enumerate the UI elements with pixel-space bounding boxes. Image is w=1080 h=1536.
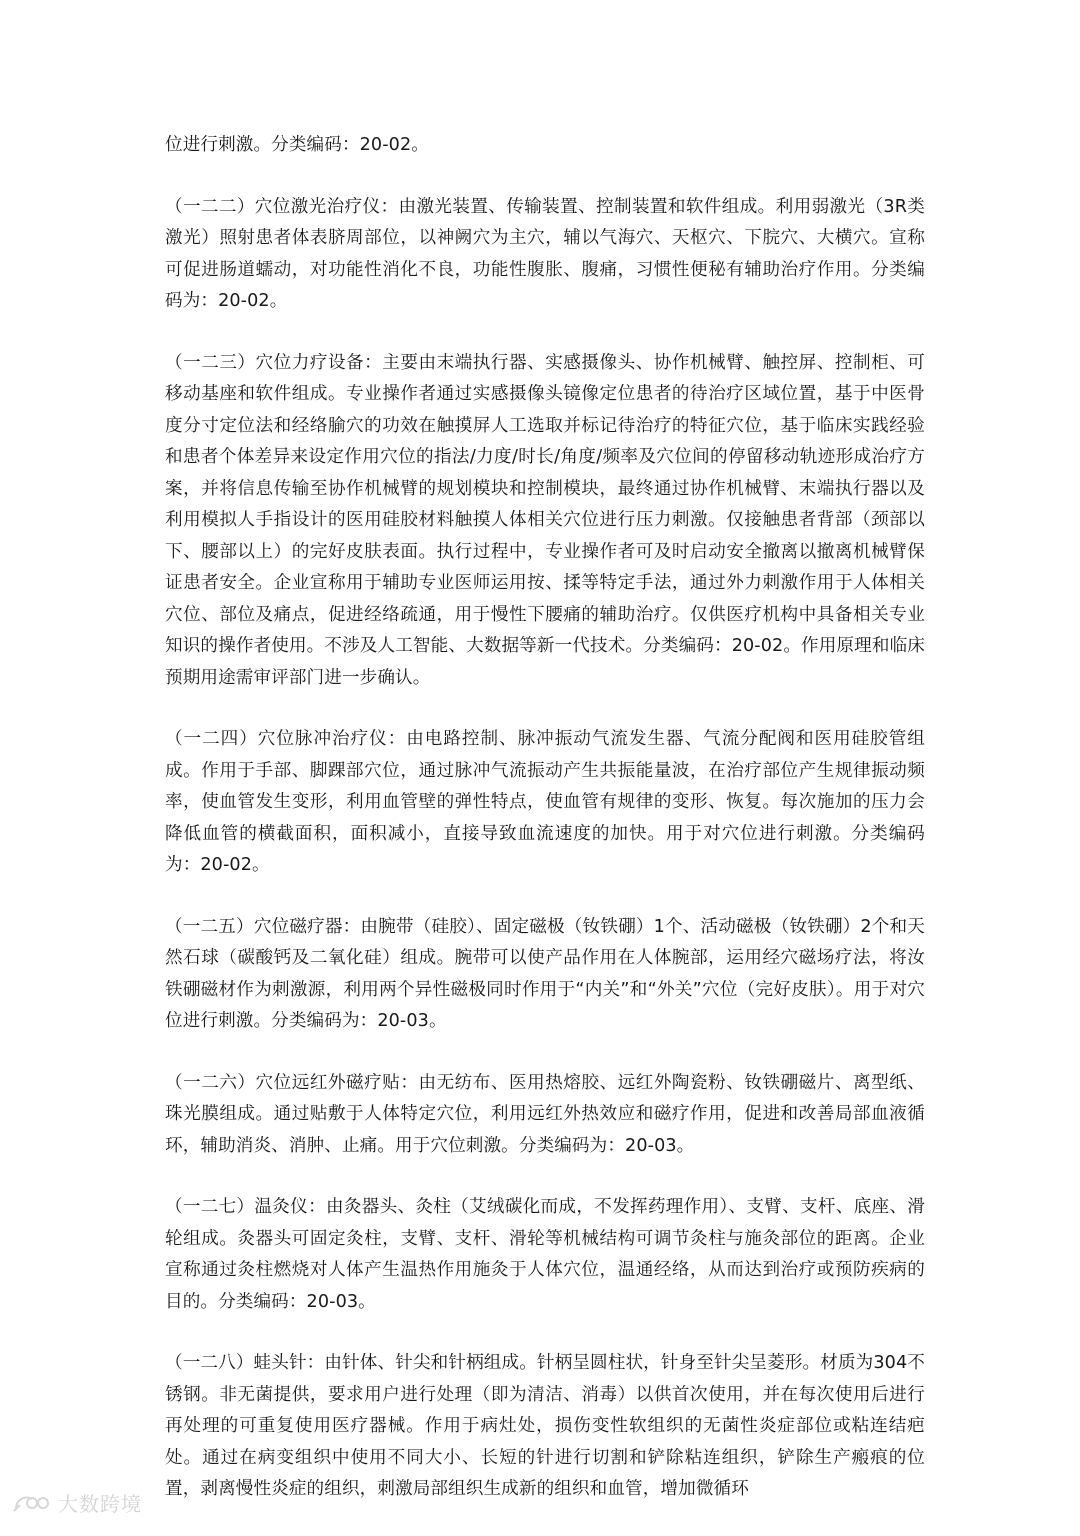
watermark-text: 大数跨境	[58, 1492, 142, 1516]
paragraph-123-force-therapy-device: （一二三）穴位力疗设备：主要由末端执行器、实感摄像头、协作机械臂、触控屏、控制柜、可移动基座和软件组成。专业操作者通过实感摄像头镜像定位患者的待治疗区域位置，基于中医骨度分寸定位法和经络腧穴的功效在触摸屏人工选取并标记待治疗的特征穴位，基于临床实践经验和患者个体差异来设定作用穴位的指法/力度/时长/角度/频率及穴位间的停留移动轨迹形成治疗方案，并将信息传输至协作机械臂的规划模块和控制模块，最终通过协作机械臂、末端执行器以及利用模拟人手指设计的医用硅胶材料触摸人体相关穴位进行压力刺激。仅接触患者背部（颈部以下、腰部以上）的完好皮肤表面。执行过程中，专业操作者可及时启动安全撤离以撤离机械臂保证患者安全。企业宣称用于辅助专业医师运用按、揉等特定手法，通过外力刺激作用于人体相关穴位、部位及痛点，促进经络疏通，用于慢性下腰痛的辅助治疗。仅供医疗机构中具备相关专业知识的操作者使用。不涉及人工智能、大数据等新一代技术。分类编码：20-02。作用原理和临床预期用途需审评部门进一步确认。	[165, 352, 925, 688]
document-body	[165, 130, 925, 1536]
paragraph-continuation: 位进行刺激。分类编码：20-02。	[165, 135, 429, 155]
paragraph-122-laser-therapy: （一二二）穴位激光治疗仪：由激光装置、传输装置、控制装置和软件组成。利用弱激光（3R类激光）照射患者体表脐周部位，以神阙穴为主穴，辅以气海穴、天枢穴、下脘穴、大横穴。宣称可促进肠道蠕动，对功能性消化不良，功能性腹胀、腹痛，习惯性便秘有辅助治疗作用。分类编码为：20-02。	[165, 196, 925, 311]
watermark-logo-icon	[12, 1491, 52, 1515]
paragraph-124-pulse-therapy: （一二四）穴位脉冲治疗仪：由电路控制、脉冲振动气流发生器、气流分配阀和医用硅胶管组成。作用于手部、脚踝部穴位，通过脉冲气流振动产生共振能量波，在治疗部位产生规律振动频率，使血管发生变形，利用血管壁的弹性特点，使血管有规律的变形、恢复。每次施加的压力会降低血管的横截面积，面积减小，直接导致血流速度的加快。用于对穴位进行刺激。分类编码为：20-02。	[165, 729, 925, 875]
paragraph-128-frog-head-needle: （一二八）蛙头针：由针体、针尖和针柄组成。针柄呈圆柱状，针身至针尖呈菱形。材质为304不锈钢。非无菌提供，要求用户进行处理（即为清洁、消毒）以供首次使用，并在每次使用后进行再处理的可重复使用医疗器械。作用于病灶处，损伤变性软组织的无菌性炎症部位或粘连结疤处。通过在病变组织中使用不同大小、长短的针进行切割和铲除粘连组织，铲除生产瘢痕的位置，剥离慢性炎症的组织，刺激局部组织生成新的组织和血管，增加微循环	[165, 1353, 925, 1499]
watermark	[12, 1488, 142, 1517]
paragraph-126-far-infrared-patch: （一二六）穴位远红外磁疗贴：由无纺布、医用热熔胶、远红外陶瓷粉、钕铁硼磁片、离型纸、珠光膜组成。通过贴敷于人体特定穴位，利用远红外热效应和磁疗作用，促进和改善局部血液循环，辅助消炎、消肿、止痛。用于穴位刺激。分类编码为：20-03。	[165, 1072, 925, 1156]
paragraph-127-moxibustion-device: （一二七）温灸仪：由灸器头、灸柱（艾绒碳化而成，不发挥药理作用）、支臂、支杆、底座、滑轮组成。灸器头可固定灸柱，支臂、支杆、滑轮等机械结构可调节灸柱与施灸部位的距离。企业宣称通过灸柱燃烧对人体产生温热作用施灸于人体穴位，温通经络，从而达到治疗或预防疾病的目的。分类编码：20-03。	[165, 1197, 925, 1312]
paragraph-125-magnetic-therapy: （一二五）穴位磁疗器：由腕带（硅胶）、固定磁极（钕铁硼）1个、活动磁极（钕铁硼）2个和天然石球（碳酸钙及二氧化硅）组成。腕带可以使产品作用在人体腕部，运用经穴磁场疗法，将汝铁硼磁材作为刺激源，利用两个异性磁极同时作用于“内关”和“外关”穴位（完好皮肤）。用于对穴位进行刺激。分类编码为：20-03。	[165, 916, 925, 1031]
